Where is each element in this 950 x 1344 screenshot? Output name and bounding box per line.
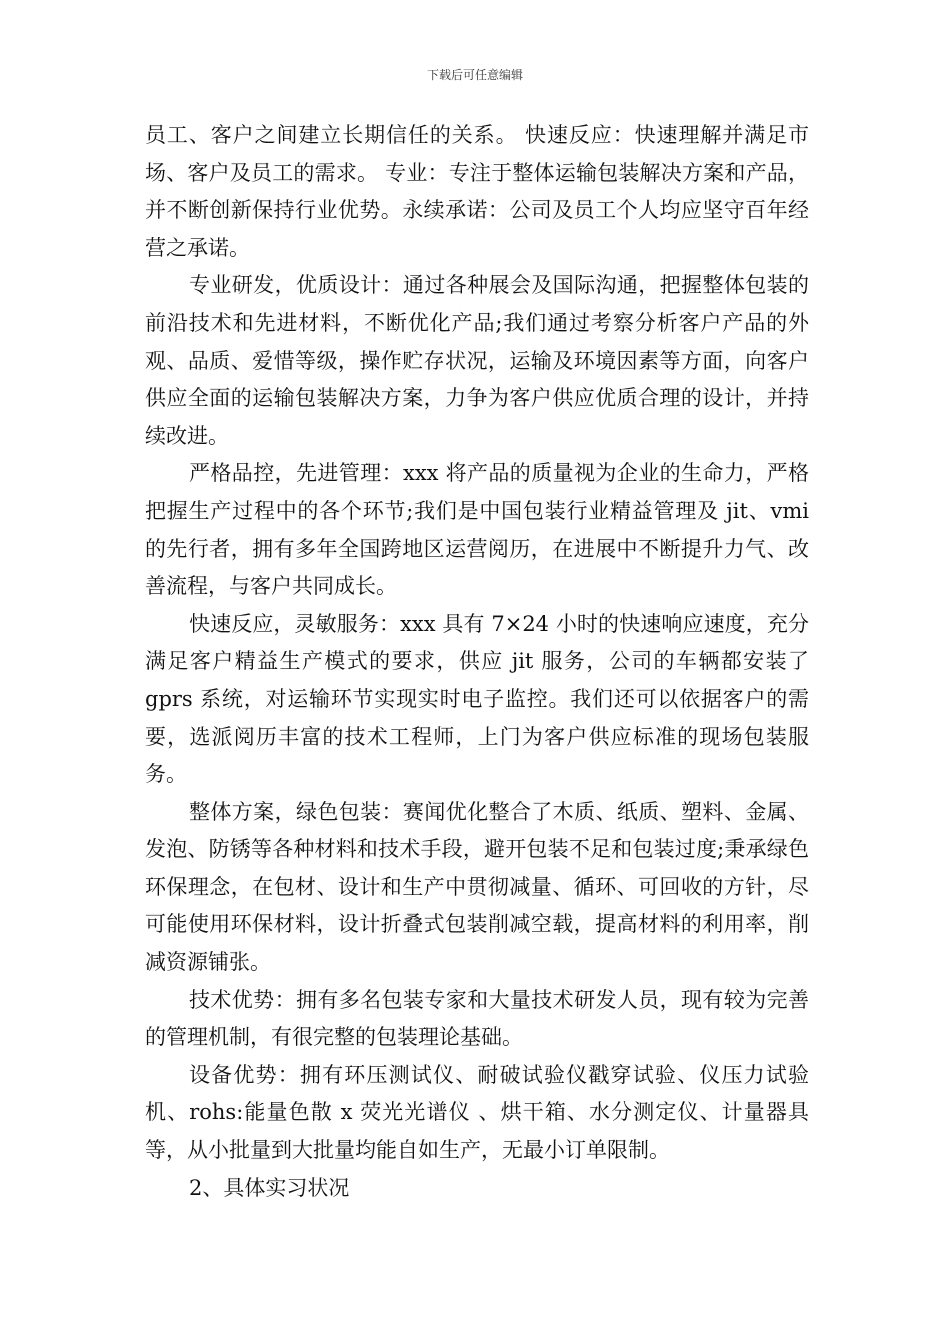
header-note: 下载后可任意编辑 — [426, 68, 523, 82]
paragraph: 技术优势：拥有多名包装专家和大量技术研发人员，现有较为完善的管理机制，有很完整的包装理论基础。 — [145, 987, 809, 1050]
section-heading: 2、具体实习状况 — [189, 1175, 350, 1200]
paragraph: 整体方案，绿色包装：赛闻优化整合了木质、纸质、塑料、金属、发泡、防锈等各种材料和技术手段，避开包装不足和包装过度;秉承绿色环保理念，在包材、设计和生产中贯彻减量、循环、可回收的方针，尽可能使用环保材料，设计折叠式包装削减空载，提高材料的利用率，削减资源铺张。 — [145, 799, 809, 975]
paragraph: 设备优势：拥有环压测试仪、耐破试验仪戳穿试验、仪压力试验机、rohs:能量色散 x 荧光光谱仪 、烘干箱、水分测定仪、计量器具等，从小批量到大批量均能自如生产，无最小订单限制。 — [145, 1062, 809, 1163]
paragraph: 专业研发，优质设计：通过各种展会及国际沟通，把握整体包装的前沿技术和先进材料，不断优化产品;我们通过考察分析客户产品的外观、品质、爱惜等级，操作贮存状况，运输及环境因素等方面，向客户供应全面的运输包装解决方案，力争为客户供应优质合理的设计，并持续改进。 — [145, 273, 809, 448]
paragraph: 员工、客户之间建立长期信任的关系。 快速反应：快速理解并满足市场、客户及员工的需求。 专业：专注于整体运输包装解决方案和产品，并不断创新保持行业优势。永续承诺：公司及员工个人均应坚守百年经营之承诺。 — [145, 123, 809, 260]
paragraph: 严格品控，先进管理：xxx 将产品的质量视为企业的生命力，严格把握生产过程中的各个环节;我们是中国包装行业精益管理及 jit、vmi 的先行者，拥有多年全国跨地区运营阅历，在进展中不断提升力气、改善流程，与客户共同成长。 — [145, 461, 809, 599]
paragraph: 快速反应，灵敏服务：xxx 具有 7×24 小时的快速响应速度，充分满足客户精益生产模式的要求，供应 jit 服务，公司的车辆都安装了 gprs 系统，对运输环节实现实时电子监控。我们还可以依据客户的需要，选派阅历丰富的技术工程师，上门为客户供应标准的现场包装服务。 — [145, 611, 809, 787]
body-text — [145, 117, 809, 1207]
